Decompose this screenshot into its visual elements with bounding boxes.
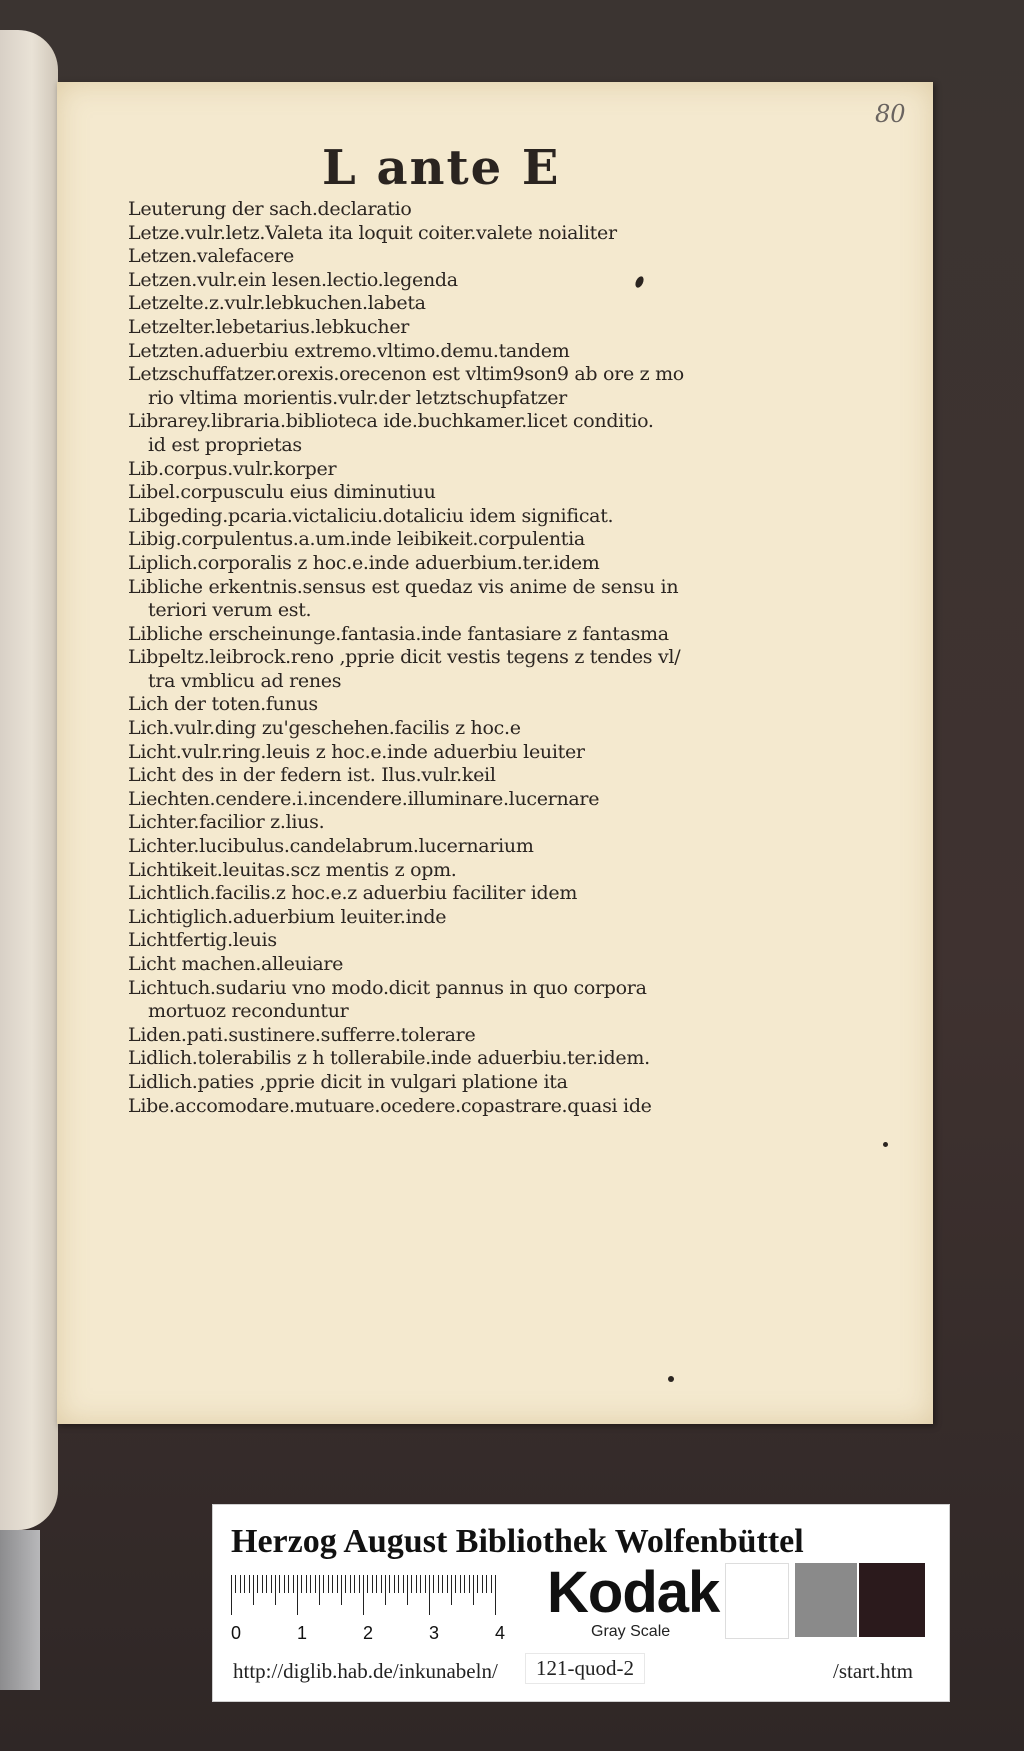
shelfmark: 121-quod-2 — [525, 1653, 645, 1684]
color-calibration-target — [212, 1504, 950, 1702]
entry-line: Lichtlich.facilis.z hoc.e.z aduerbiu faciliter idem — [128, 882, 578, 905]
entry-line: Librarey.libraria.biblioteca ide.buchkamer.licet conditio. — [128, 410, 654, 433]
entry-line: Lichter.lucibulus.candelabrum.lucernarium — [128, 835, 534, 858]
scan-strip — [0, 1530, 40, 1690]
ruler-number: 3 — [429, 1623, 440, 1643]
entry-line: Liplich.corporalis z hoc.e.inde aduerbium.ter.idem — [128, 551, 600, 574]
entry-line: Leuterung der sach.declaratio — [128, 198, 412, 220]
ruler-tick — [367, 1575, 368, 1593]
ruler-tick — [350, 1575, 351, 1593]
ruler-tick — [354, 1575, 355, 1593]
entry-line: Lich der toten.funus — [128, 693, 318, 716]
kodak-logo: Kodak — [547, 1560, 720, 1625]
entry-line: teriori verum est. — [148, 599, 312, 622]
ink-speck — [668, 1376, 674, 1382]
folio-number: 80 — [875, 100, 906, 128]
ruler-tick — [284, 1575, 285, 1593]
entry-line: Libe.accomodare.mutuare.ocedere.copastrare.quasi ide — [128, 1094, 652, 1117]
ruler-tick — [464, 1575, 465, 1593]
dictionary-entries — [128, 198, 698, 1118]
ruler-tick — [266, 1575, 267, 1593]
entry-line: Lichtikeit.leuitas.scz mentis z opm. — [128, 858, 457, 881]
ruler-tick — [429, 1575, 430, 1615]
ruler-tick — [231, 1575, 232, 1615]
entry-line: Liechten.cendere.i.incendere.illuminare.lucernare — [128, 787, 600, 810]
entry-line: Lich.vulr.ding zu'geschehen.facilis z hoc.e — [128, 717, 521, 740]
ruler-number: 1 — [297, 1623, 308, 1643]
ruler-tick — [328, 1575, 329, 1593]
entry-line: Letzelte.z.vulr.lebkuchen.labeta — [128, 292, 426, 315]
entry-line: Letzelter.lebetarius.lebkucher — [128, 315, 410, 338]
ruler-tick — [411, 1575, 412, 1593]
ruler-tick — [455, 1575, 456, 1593]
ruler-tick — [473, 1575, 474, 1605]
entry-line: rio vltima morientis.vulr.der letztschupfatzer — [148, 386, 567, 409]
facing-page-edge — [0, 30, 58, 1530]
ruler-tick — [394, 1575, 395, 1593]
entry-line: Libpeltz.leibrock.reno ,pprie dicit vestis tegens z tendes vl/ — [128, 646, 681, 669]
ruler-tick — [477, 1575, 478, 1593]
ruler-tick — [275, 1575, 276, 1605]
ruler-tick — [376, 1575, 377, 1593]
ruler-tick — [451, 1575, 452, 1605]
black-swatch — [859, 1563, 925, 1637]
ruler-tick — [416, 1575, 417, 1593]
library-url[interactable]: http://diglib.hab.de/inkunabeln/ — [233, 1659, 498, 1683]
ruler-tick — [442, 1575, 443, 1593]
ruler-tick — [310, 1575, 311, 1593]
entry-line: Lichtiglich.aduerbium leuiter.inde — [128, 905, 447, 928]
entry-line: Licht des in der federn ist. Ilus.vulr.keil — [128, 764, 496, 787]
entry-line: Lidlich.paties ,pprie dicit in vulgari platione ita — [128, 1070, 568, 1093]
ruler-number: 4 — [495, 1623, 506, 1643]
entry-line: mortuoz reconduntur — [148, 1000, 349, 1023]
library-title: Herzog August Bibliothek Wolfenbüttel — [231, 1523, 804, 1560]
entry-line: Lichter.facilior z.lius. — [128, 811, 325, 834]
ruler-tick — [425, 1575, 426, 1593]
ruler-tick — [271, 1575, 272, 1593]
ruler-tick — [385, 1575, 386, 1605]
ruler-tick — [345, 1575, 346, 1593]
ruler-tick — [323, 1575, 324, 1593]
entry-line: Libgeding.pcaria.victaliciu.dotaliciu idem significat. — [128, 504, 614, 527]
ruler-tick — [337, 1575, 338, 1593]
ruler-tick — [341, 1575, 342, 1605]
gray-swatch — [795, 1563, 857, 1637]
ruler-tick — [315, 1575, 316, 1593]
ruler-number: 0 — [231, 1623, 242, 1643]
entry-line: Libliche erkentnis.sensus est quedaz vis anime de sensu in — [128, 575, 679, 598]
ruler-tick — [301, 1575, 302, 1593]
entry-line: Lib.corpus.vulr.korper — [128, 457, 337, 480]
entry-line: Libliche erscheinunge.fantasia.inde fantasiare z fantasma — [128, 622, 669, 645]
ruler-tick — [297, 1575, 298, 1615]
ruler-tick — [293, 1575, 294, 1593]
ruler-tick — [407, 1575, 408, 1605]
grayscale-label: Gray Scale — [591, 1623, 671, 1640]
ruler-tick — [398, 1575, 399, 1593]
ruler-tick — [372, 1575, 373, 1593]
ruler-tick — [279, 1575, 280, 1593]
ruler-tick — [460, 1575, 461, 1593]
ruler-tick — [253, 1575, 254, 1605]
entry-line: Lichtuch.sudariu vno modo.dicit pannus in quo corpora — [128, 976, 647, 999]
entry-line: id est proprietas — [148, 433, 302, 456]
ruler-tick — [363, 1575, 364, 1615]
entry-line: Letze.vulr.letz.Valeta ita loquit coiter.valete noialiter — [128, 221, 617, 244]
ruler-tick — [403, 1575, 404, 1593]
ruler-tick — [319, 1575, 320, 1605]
ruler-tick — [469, 1575, 470, 1593]
entry-line: Liden.pati.sustinere.sufferre.tolerare — [128, 1023, 476, 1046]
ruler-scale — [231, 1575, 531, 1619]
ruler-number: 2 — [363, 1623, 374, 1643]
entry-line: Licht machen.alleuiare — [128, 953, 344, 975]
entry-line: Lidlich.tolerabilis z h tollerabile.inde aduerbiu.ter.idem. — [128, 1047, 650, 1070]
ruler-tick — [420, 1575, 421, 1593]
entry-line: Libig.corpulentus.a.um.inde leibikeit.corpulentia — [128, 528, 585, 551]
entry-line: Letzten.aduerbiu extremo.vltimo.demu.tandem — [128, 339, 570, 362]
ruler-tick — [249, 1575, 250, 1593]
entry-line: Letzschuffatzer.orexis.orecenon est vltim9son9 ab ore z mo — [128, 363, 684, 386]
entry-line: tra vmblicu ad renes — [148, 669, 342, 692]
ruler-tick — [257, 1575, 258, 1593]
ruler-tick — [240, 1575, 241, 1593]
ruler-tick — [244, 1575, 245, 1593]
ruler-tick — [389, 1575, 390, 1593]
white-swatch — [725, 1563, 789, 1639]
ruler-tick — [288, 1575, 289, 1593]
ruler-tick — [447, 1575, 448, 1593]
entry-line: Letzen.vulr.ein lesen.lectio.legenda — [128, 268, 458, 291]
entry-line: Libel.corpusculu eius diminutiuu — [128, 481, 436, 504]
page-heading: L ante E — [322, 140, 561, 196]
entry-line: Lichtfertig.leuis — [128, 929, 277, 952]
ruler-tick — [306, 1575, 307, 1593]
ruler-tick — [486, 1575, 487, 1593]
ruler-tick — [482, 1575, 483, 1593]
ruler-tick — [491, 1575, 492, 1593]
ruler-tick — [359, 1575, 360, 1593]
start-link[interactable]: /start.htm — [833, 1659, 913, 1683]
ruler-tick — [433, 1575, 434, 1593]
ruler-tick — [495, 1575, 496, 1615]
ink-speck — [883, 1142, 888, 1147]
ruler-tick — [381, 1575, 382, 1593]
ruler-tick — [235, 1575, 236, 1593]
ruler-tick — [438, 1575, 439, 1593]
entry-line: Licht.vulr.ring.leuis z hoc.e.inde aduerbiu leuiter — [128, 740, 585, 763]
ruler-tick — [332, 1575, 333, 1593]
entry-line: Letzen.valefacere — [128, 245, 294, 268]
ruler-tick — [262, 1575, 263, 1593]
